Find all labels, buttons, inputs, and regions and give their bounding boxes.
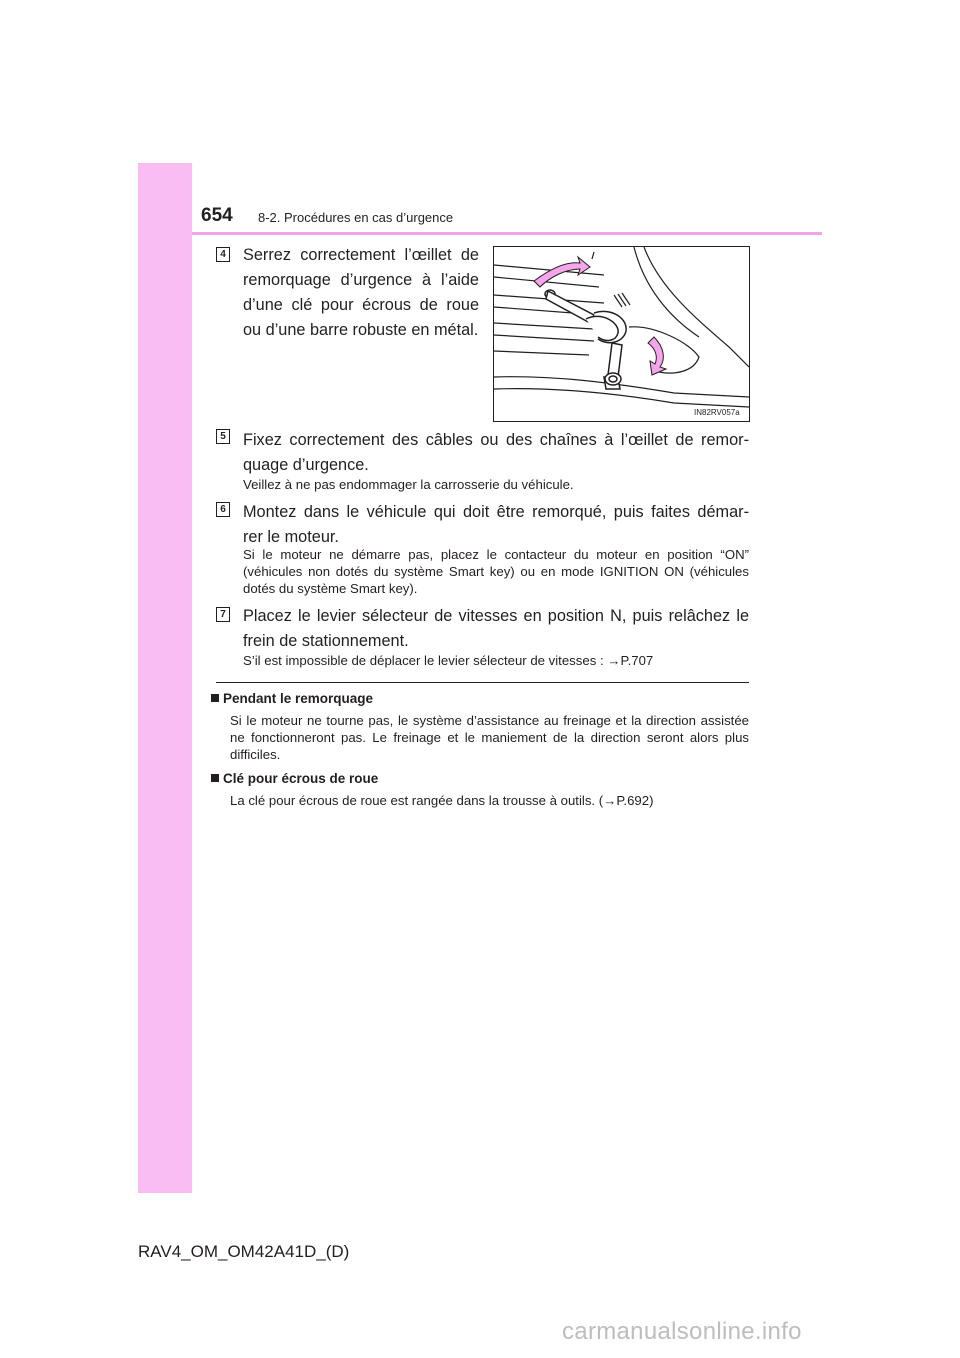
illustration-code: IN82RV057a	[694, 408, 740, 417]
note-heading-towing: Pendant le remorquage	[211, 691, 373, 706]
step-number-7: 7	[216, 607, 230, 622]
step-6-line-1: Montez dans le véhicule qui doit être remorqué, puis faites démar-	[243, 503, 749, 521]
step-6-text	[243, 500, 749, 550]
step-number-4: 4	[216, 247, 230, 262]
manual-code: RAV4_OM_OM42A41D_(D)	[138, 1242, 350, 1261]
step-5-text	[243, 428, 749, 478]
section-divider	[216, 682, 749, 683]
note-text-towing: Si le moteur ne tourne pas, le système d’assistance au freinage et la direction assistée ne fonctionneront pas. Le freinage et le maniement de la direction seront alors plus difficiles.	[230, 713, 749, 762]
watermark: carmanualsonline.info	[562, 1318, 802, 1345]
step-4-text: Serrez correctement l’œillet de remorquage d’urgence à l’aide d’une clé pour écrous de roue ou d’une barre robuste en métal.	[243, 246, 479, 339]
square-bullet-icon	[211, 774, 219, 782]
chapter-sidebar-tab	[138, 163, 192, 1193]
step-7-note: S’il est impossible de déplacer le levier sélecteur de vitesses : →P.707	[243, 653, 654, 668]
note-text-wrench: La clé pour écrous de roue est rangée dans la trousse à outils. (→P.692)	[230, 793, 654, 808]
note-heading-wrench: Clé pour écrous de roue	[211, 771, 378, 786]
square-bullet-icon	[211, 694, 219, 702]
step-number-5: 5	[216, 429, 230, 444]
step-5-line-1: Fixez correctement des câbles ou des chaînes à l’œillet de remor-	[243, 431, 749, 449]
step-5-line-2: quage d’urgence.	[243, 456, 369, 474]
step-6-line-2: rer le moteur.	[243, 528, 339, 546]
step-6-note: Si le moteur ne démarre pas, placez le contacteur du moteur en position “ON” (véhicules non dotés du système Smart key) ou en mode IGNITION ON (véhicules dotés du système Smart key).	[243, 547, 749, 596]
header-rule	[192, 232, 822, 235]
section-title: 8-2. Procédures en cas d’urgence	[258, 210, 454, 225]
page-number: 654	[201, 205, 233, 226]
step-5-note: Veillez à ne pas endommager la carrosserie du véhicule.	[243, 477, 574, 492]
step-7-text: Placez le levier sélecteur de vitesses en position N, puis relâchez le frein de stationnement.	[243, 607, 749, 650]
step-number-6: 6	[216, 502, 230, 517]
tow-eyelet-illustration	[493, 246, 750, 422]
